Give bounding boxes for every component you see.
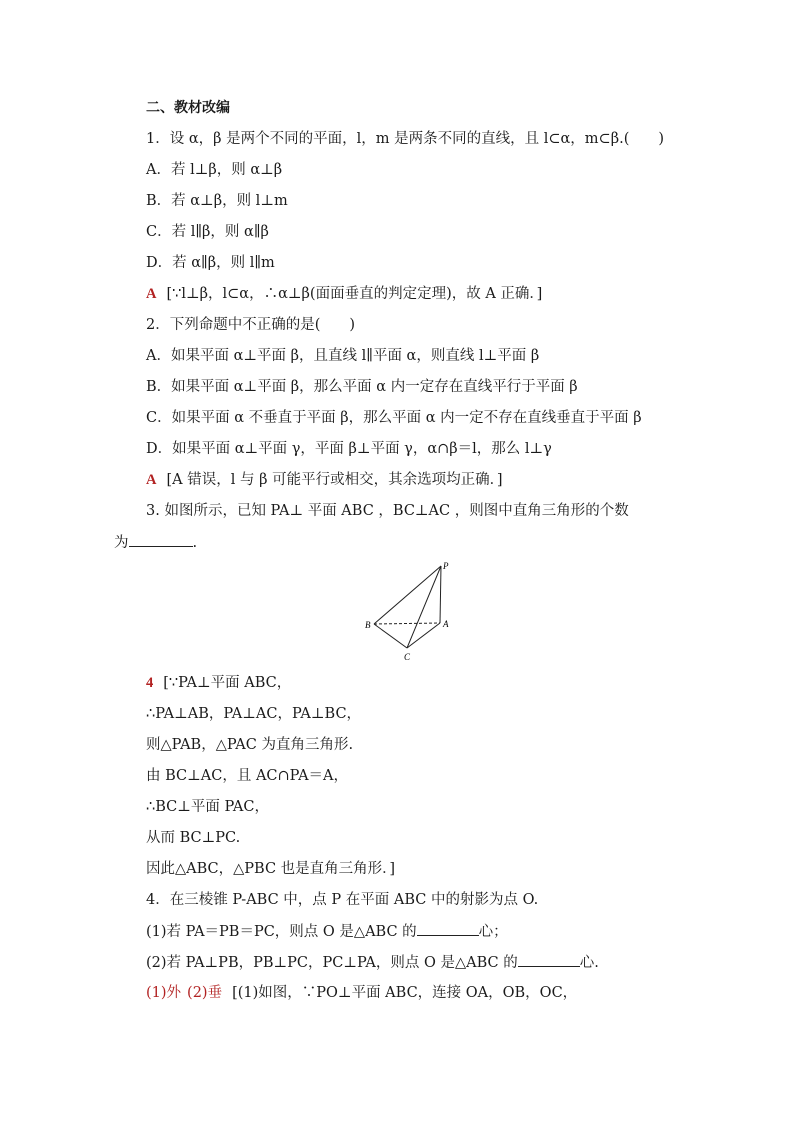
question-2-option-c: C．如果平面 α 不垂直于平面 β，那么平面 α 内一定不存在直线垂直于平面 β (146, 410, 642, 426)
question-4-part-2 (146, 952, 599, 973)
question-1-option-c: C．若 l∥β，则 α∥β (146, 224, 269, 240)
question-3-stem-suffix: . (192, 535, 198, 551)
question-3-solution-line-5: ∴BC⊥平面 PAC， (146, 799, 269, 815)
question-2-explanation: [A 错误，l 与 β 可能平行或相交，其余选项均正确．] (166, 472, 503, 488)
answer-blank (417, 921, 479, 936)
part-1-text: (1)若 PA＝PB＝PC，则点 O 是△ABC 的 (146, 924, 417, 940)
question-1-option-d: D．若 α∥β，则 l∥m (146, 255, 275, 271)
question-3-solution-line-3: 则△PAB，△PAC 为直角三角形. (146, 737, 354, 753)
solution-text: [∵PA⊥平面 ABC， (163, 675, 292, 691)
question-2-option-d: D．如果平面 α⊥平面 γ，平面 β⊥平面 γ，α∩β＝l，那么 l⊥γ (146, 441, 552, 457)
edge-ba-hidden (374, 623, 440, 624)
question-2-option-a: A．如果平面 α⊥平面 β，且直线 l∥平面 α，则直线 l⊥平面 β (146, 348, 540, 364)
answer-blank (518, 952, 580, 967)
part-1-suffix: 心； (478, 924, 508, 940)
question-4-answer-1: (1)外 (146, 985, 182, 1001)
question-3-stem-prefix: 为 (114, 535, 129, 551)
question-2-answer: A (146, 472, 157, 488)
question-2-answer-line (146, 470, 502, 490)
question-4-answer-2: (2)垂 (187, 985, 223, 1001)
label-c: C (404, 652, 411, 662)
question-1-explanation: [∵l⊥β，l⊂α，∴α⊥β(面面垂直的判定定理)，故 A 正确．] (166, 286, 543, 302)
question-1-answer-line (146, 284, 542, 304)
question-4-stem: 4．在三棱锥 P-ABC 中，点 P 在平面 ABC 中的射影为点 O. (146, 892, 539, 908)
question-1-option-a: A．若 l⊥β，则 α⊥β (146, 162, 283, 178)
question-3-answer: 4 (146, 675, 154, 691)
answer-blank (129, 532, 193, 547)
label-p: P (443, 561, 449, 571)
question-3-solution-line-7: 因此△ABC，△PBC 也是直角三角形．] (146, 861, 396, 877)
pyramid-figure (362, 560, 462, 668)
part-2-suffix: 心. (579, 955, 599, 971)
edge-pb (374, 566, 441, 624)
question-1-answer: A (146, 286, 157, 302)
question-3-solution-line-4: 由 BC⊥AC，且 AC∩PA＝A， (146, 768, 349, 784)
part-2-text: (2)若 PA⊥PB，PB⊥PC，PC⊥PA，则点 O 是△ABC 的 (146, 955, 518, 971)
question-3-solution-line-6: 从而 BC⊥PC. (146, 830, 241, 846)
question-4-answer-line (146, 983, 577, 1003)
question-3-stem-line1: 3. 如图所示，已知 PA⊥ 平面 ABC ，BC⊥AC ，则图中直角三角形的个数 (146, 503, 629, 519)
label-b: B (365, 620, 371, 630)
label-a: A (443, 619, 449, 629)
question-3-solution-line-2: ∴PA⊥AB，PA⊥AC，PA⊥BC， (146, 706, 362, 722)
question-2-stem: 2．下列命题中不正确的是( ) (146, 317, 356, 333)
question-3-stem-line2 (114, 532, 197, 553)
question-2-option-b: B．如果平面 α⊥平面 β，那么平面 α 内一定存在直线平行于平面 β (146, 379, 578, 395)
question-1-option-b: B．若 α⊥β，则 l⊥m (146, 193, 288, 209)
question-3-solution-line-1 (146, 673, 291, 693)
edge-bc (374, 624, 407, 648)
question-1-stem: 1．设 α，β 是两个不同的平面，l，m 是两条不同的直线，且 l⊂α，m⊂β.( ) (146, 131, 665, 147)
question-4-part-1 (146, 921, 508, 942)
edge-pa (440, 566, 441, 623)
section-title: 二、教材改编 (146, 100, 230, 116)
question-4-solution: [(1)如图，∵PO⊥平面 ABC，连接 OA，OB，OC， (232, 985, 578, 1001)
